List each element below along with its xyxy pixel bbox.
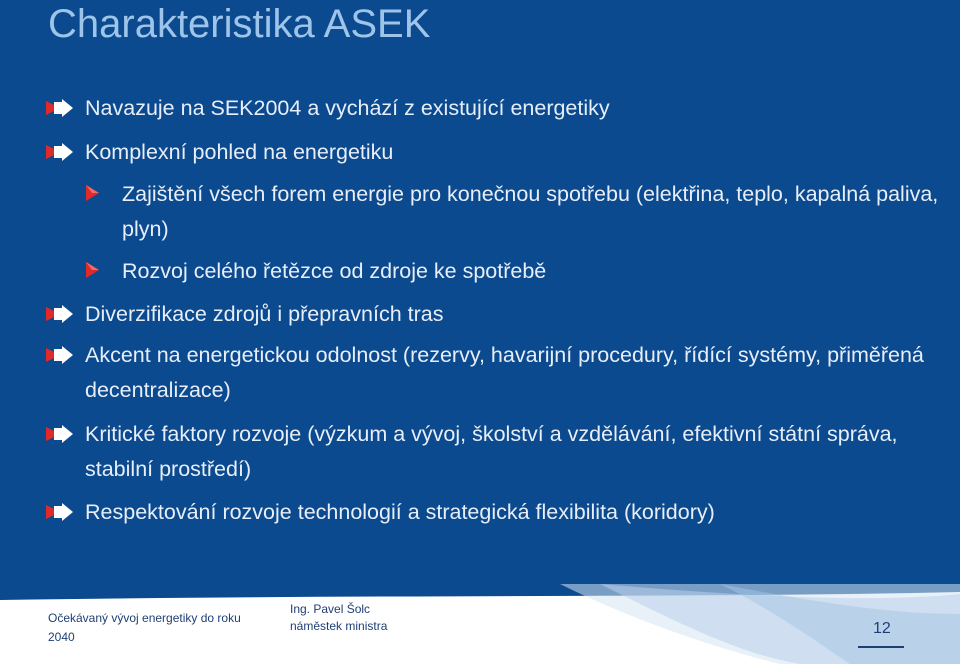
bullet-text: Kritické faktory rozvoje (výzkum a vývoj, školství a vzdělávání, efektivní státní správa, stabilní prostředí): [85, 422, 898, 481]
slide-title: Charakteristika ASEK: [48, 2, 431, 46]
sub-bullet-chevron-icon: [86, 262, 100, 278]
bullet-arrow-icon: [46, 425, 74, 443]
sub-bullet-chevron-icon: [86, 185, 100, 201]
bullet-arrow-icon: [46, 503, 74, 521]
page-number-underline: [858, 646, 904, 648]
bullet-arrow-icon: [46, 143, 74, 161]
bullet-arrow-icon: [46, 346, 74, 364]
slide-footer: [0, 584, 960, 664]
footer-author-role: náměstek ministra: [290, 619, 388, 633]
bullet-arrow-icon: [46, 305, 74, 323]
sub-bullet-text: Rozvoj celého řetězce od zdroje ke spotřebě: [122, 259, 547, 283]
footer-author-name: Ing. Pavel Šolc: [290, 602, 371, 616]
bullet-text: Navazuje na SEK2004 a vychází z existující energetiky: [85, 96, 610, 120]
bullet-text: Diverzifikace zdrojů i přepravních tras: [85, 302, 444, 326]
sub-bullet-text: Zajištění všech forem energie pro konečnou spotřebu (elektřina, teplo, kapalná paliva, plyn): [122, 182, 939, 241]
bullet-text: Komplexní pohled na energetiku: [85, 140, 394, 164]
bullet-text: Akcent na energetickou odolnost (rezervy, havarijní procedury, řídící systémy, přiměřená decentralizace): [85, 343, 924, 402]
bullet-arrow-icon: [46, 99, 74, 117]
bullet-text: Respektování rozvoje technologií a strategická flexibilita (koridory): [85, 500, 715, 524]
footer-presentation-title: Očekávaný vývoj energetiky do roku 2040: [48, 611, 241, 644]
page-number: 12: [873, 620, 891, 637]
